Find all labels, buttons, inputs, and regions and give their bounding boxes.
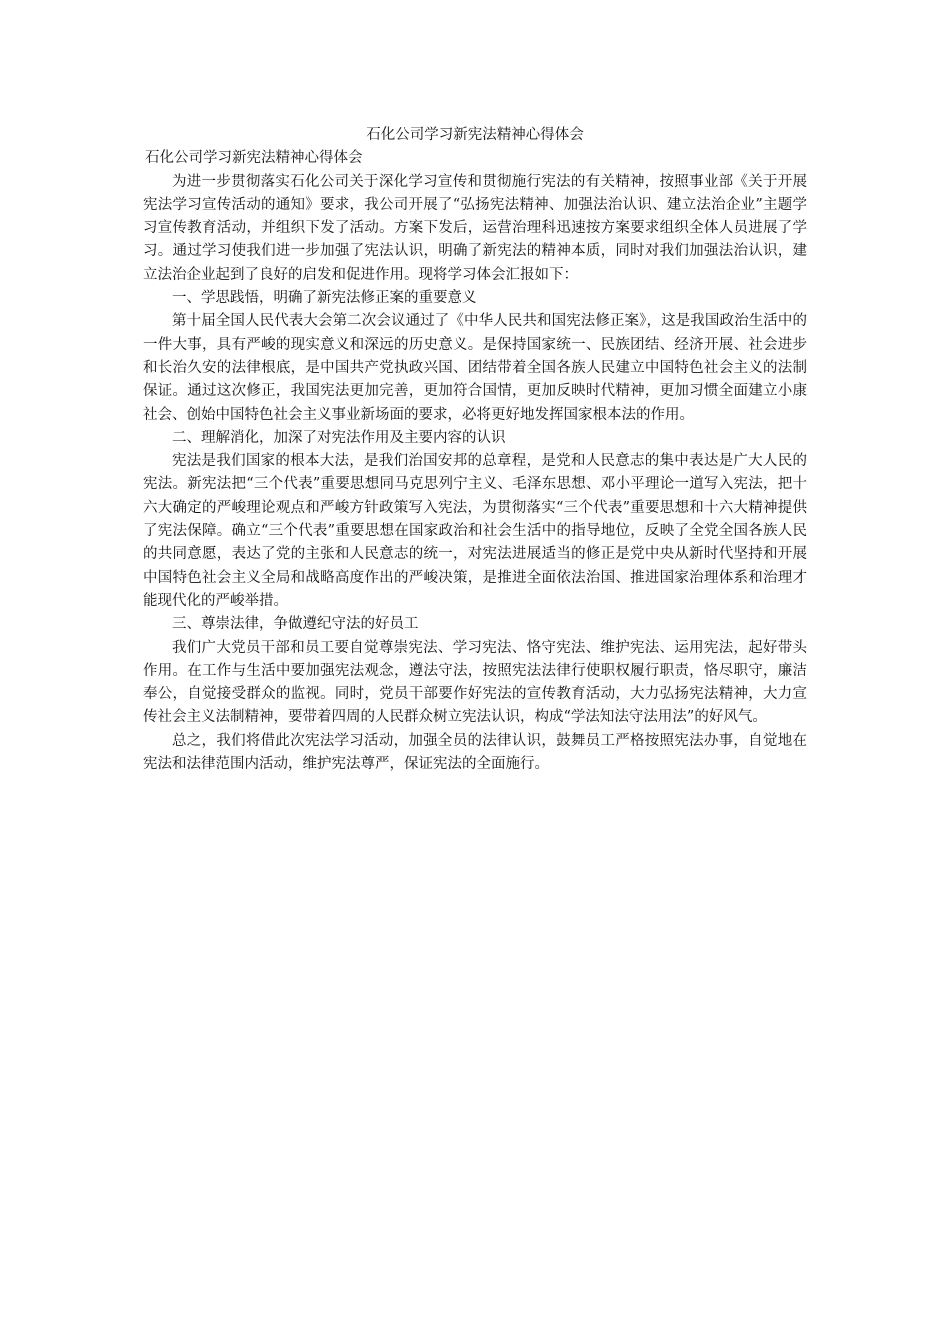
document-subtitle: 石化公司学习新宪法精神心得体会 <box>145 150 363 167</box>
intro-paragraph: 为进一步贯彻落实石化公司关于深化学习宣传和贯彻施行宪法的有关精神，按照事业部《关于开展宪法学习宣传活动的通知》要求，我公司开展了“弘扬宪法精神、加强法治认识、建立法治企业”主题学习宣传教育活动，并组织下发了活动。方案下发后，运营治理科迅速按方案要求组织全体人员进展了学习。通过学习使我们进一步加强了宪法认识，明确了新宪法的精神本质，同时对我们加强法治认识，建立法治企业起到了良好的启发和促进作用。现将学习体会汇报如下： <box>143 173 807 283</box>
section-3-paragraph: 我们广大党员干部和员工要自觉尊崇宪法、学习宪法、恪守宪法、维护宪法、运用宪法，起好带头作用。在工作与生活中要加强宪法观念，遵法守法，按照宪法法律行使职权履行职责，恪尽职守，廉洁奉公，自觉接受群众的监视。同时，党员干部要作好宪法的宣传教育活动，大力弘扬宪法精神，大力宣传社会主义法制精神，要带着四周的人民群众树立宪法认识，构成“学法知法守法用法”的好风气。 <box>143 639 807 726</box>
section-2-paragraph: 宪法是我们国家的根本大法，是我们治国安邦的总章程，是党和人民意志的集中表达是广大人民的宪法。新宪法把“三个代表”重要思想同马克思列宁主义、毛泽东思想、邓小平理论一道写入宪法，把十六大确定的严峻理论观点和严峻方针政策写入宪法，为贯彻落实“三个代表”重要思想和十六大精神提供了宪法保障。确立“三个代表”重要思想在国家政治和社会生活中的指导地位，反映了全党全国各族人民的共同意愿，表达了党的主张和人民意志的统一，对宪法进展适当的修正是党中央从新时代坚持和开展中国特色社会主义全局和战略高度作出的严峻决策，是推进全面依法治国、推进国家治理体系和治理才能现代化的严峻举措。 <box>143 453 807 609</box>
document-title: 石化公司学习新宪法精神心得体会 <box>366 127 584 143</box>
section-1-paragraph: 第十届全国人民代表大会第二次会议通过了《中华人民共和国宪法修正案》，这是我国政治生活中的一件大事，具有严峻的现实意义和深远的历史意义。是保持国家统一、民族团结、经济开展、社会进步和长治久安的法律根底，是中国共产党执政兴国、团结带着全国各族人民建立中国特色社会主义的法制保证。通过这次修正，我国宪法更加完善，更加符合国情，更加反映时代精神，更加习惯全面建立小康社会、创始中国特色社会主义事业新场面的要求，必将更好地发挥国家根本法的作用。 <box>143 313 807 423</box>
document-page <box>143 124 807 776</box>
section-1-heading: 一、学思践悟，明确了新宪法修正案的重要意义 <box>172 290 477 307</box>
conclusion-paragraph: 总之，我们将借此次宪法学习活动，加强全员的法律认识，鼓舞员工严格按照宪法办事，自觉地在宪法和法律范围内活动，维护宪法尊严，保证宪法的全面施行。 <box>143 732 807 773</box>
section-2-heading: 二、理解消化，加深了对宪法作用及主要内容的认识 <box>172 429 506 446</box>
section-3-heading: 三、尊崇法律，争做遵纪守法的好员工 <box>172 616 419 633</box>
